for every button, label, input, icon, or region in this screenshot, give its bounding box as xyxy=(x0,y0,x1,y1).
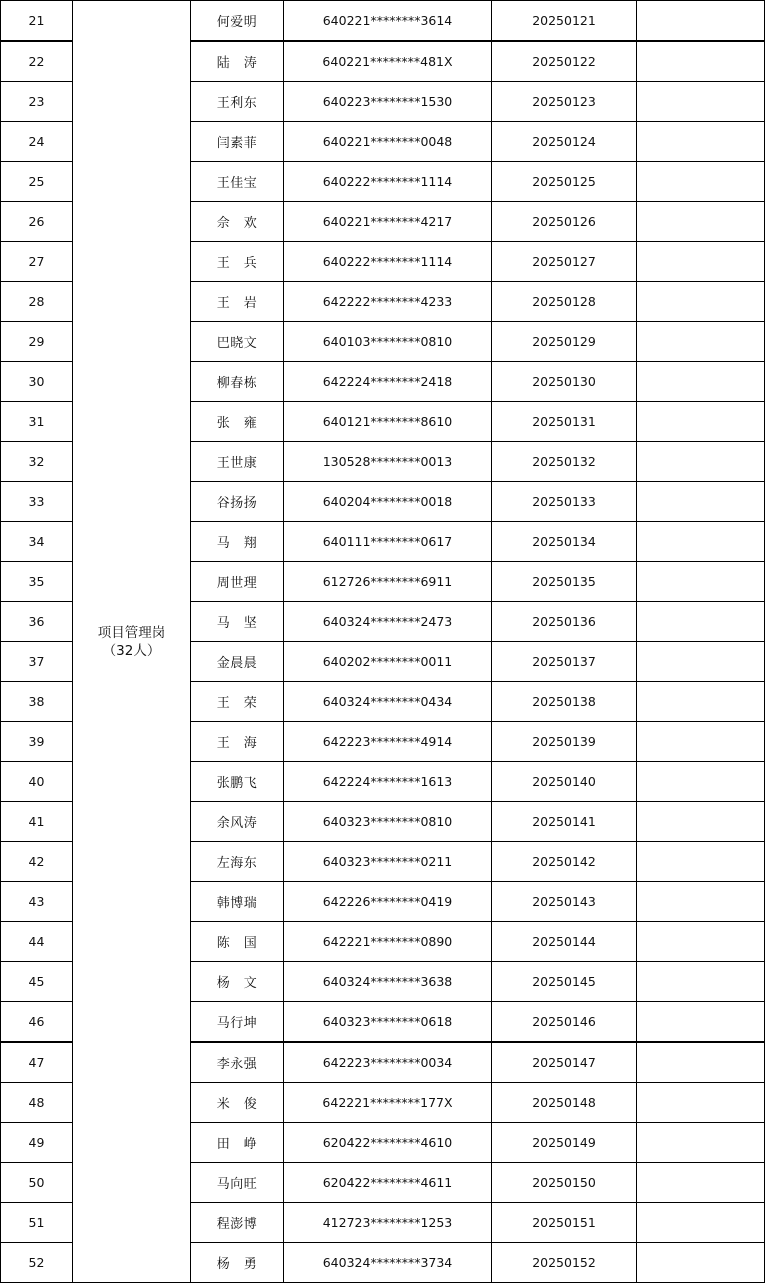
id-number-cell: 640222********1114 xyxy=(284,162,492,202)
exam-number-cell: 20250148 xyxy=(492,1083,637,1123)
id-number-cell: 640324********2473 xyxy=(284,602,492,642)
name-cell: 程澎博 xyxy=(191,1203,284,1243)
name-cell: 柳春栋 xyxy=(191,362,284,402)
name-cell: 马向旺 xyxy=(191,1163,284,1203)
id-number-cell: 640121********8610 xyxy=(284,402,492,442)
exam-number-cell: 20250139 xyxy=(492,722,637,762)
name-cell: 陈 国 xyxy=(191,922,284,962)
exam-number-cell: 20250144 xyxy=(492,922,637,962)
id-number-cell: 642221********177X xyxy=(284,1083,492,1123)
exam-number-cell: 20250152 xyxy=(492,1243,637,1283)
row-number-cell: 23 xyxy=(1,82,73,122)
row-number-cell: 43 xyxy=(1,882,73,922)
name-cell: 张 雍 xyxy=(191,402,284,442)
row-number-cell: 27 xyxy=(1,242,73,282)
name-cell: 马行坤 xyxy=(191,1002,284,1043)
exam-number-cell: 20250126 xyxy=(492,202,637,242)
id-number-cell: 642224********1613 xyxy=(284,762,492,802)
name-cell: 陆 涛 xyxy=(191,41,284,82)
exam-number-cell: 20250130 xyxy=(492,362,637,402)
position-cell xyxy=(73,1,191,1283)
row-number-cell: 40 xyxy=(1,762,73,802)
exam-number-cell: 20250134 xyxy=(492,522,637,562)
remark-cell xyxy=(637,442,765,482)
row-number-cell: 33 xyxy=(1,482,73,522)
id-number-cell: 642223********0034 xyxy=(284,1042,492,1083)
remark-cell xyxy=(637,762,765,802)
name-cell: 王 岩 xyxy=(191,282,284,322)
exam-number-cell: 20250149 xyxy=(492,1123,637,1163)
row-number-cell: 48 xyxy=(1,1083,73,1123)
exam-number-cell: 20250131 xyxy=(492,402,637,442)
name-cell: 周世理 xyxy=(191,562,284,602)
row-number-cell: 49 xyxy=(1,1123,73,1163)
id-number-cell: 640103********0810 xyxy=(284,322,492,362)
remark-cell xyxy=(637,1002,765,1043)
id-number-cell: 640324********0434 xyxy=(284,682,492,722)
row-number-cell: 26 xyxy=(1,202,73,242)
exam-number-cell: 20250137 xyxy=(492,642,637,682)
row-number-cell: 32 xyxy=(1,442,73,482)
id-number-cell: 640324********3734 xyxy=(284,1243,492,1283)
exam-number-cell: 20250121 xyxy=(492,1,637,42)
remark-cell xyxy=(637,122,765,162)
row-number-cell: 30 xyxy=(1,362,73,402)
remark-cell xyxy=(637,882,765,922)
id-number-cell: 640221********481X xyxy=(284,41,492,82)
name-cell: 何爱明 xyxy=(191,1,284,42)
remark-cell xyxy=(637,722,765,762)
table-body xyxy=(1,1,765,1283)
remark-cell xyxy=(637,482,765,522)
exam-number-cell: 20250147 xyxy=(492,1042,637,1083)
id-number-cell: 642224********2418 xyxy=(284,362,492,402)
remark-cell xyxy=(637,1243,765,1283)
exam-number-cell: 20250127 xyxy=(492,242,637,282)
remark-cell xyxy=(637,802,765,842)
remark-cell xyxy=(637,242,765,282)
row-number-cell: 21 xyxy=(1,1,73,42)
id-number-cell: 640323********0211 xyxy=(284,842,492,882)
remark-cell xyxy=(637,602,765,642)
remark-cell xyxy=(637,41,765,82)
name-cell: 余风涛 xyxy=(191,802,284,842)
table-row xyxy=(1,1,765,42)
remark-cell xyxy=(637,842,765,882)
id-number-cell: 620422********4610 xyxy=(284,1123,492,1163)
exam-number-cell: 20250143 xyxy=(492,882,637,922)
id-number-cell: 640221********4217 xyxy=(284,202,492,242)
name-cell: 杨 勇 xyxy=(191,1243,284,1283)
row-number-cell: 42 xyxy=(1,842,73,882)
id-number-cell: 640223********1530 xyxy=(284,82,492,122)
remark-cell xyxy=(637,1203,765,1243)
exam-number-cell: 20250123 xyxy=(492,82,637,122)
id-number-cell: 640111********0617 xyxy=(284,522,492,562)
remark-cell xyxy=(637,82,765,122)
remark-cell xyxy=(637,1083,765,1123)
id-number-cell: 642221********0890 xyxy=(284,922,492,962)
remark-cell xyxy=(637,962,765,1002)
exam-number-cell: 20250142 xyxy=(492,842,637,882)
remark-cell xyxy=(637,682,765,722)
exam-number-cell: 20250138 xyxy=(492,682,637,722)
row-number-cell: 24 xyxy=(1,122,73,162)
id-number-cell: 412723********1253 xyxy=(284,1203,492,1243)
exam-number-cell: 20250124 xyxy=(492,122,637,162)
exam-number-cell: 20250141 xyxy=(492,802,637,842)
id-number-cell: 642226********0419 xyxy=(284,882,492,922)
id-number-cell: 640324********3638 xyxy=(284,962,492,1002)
row-number-cell: 25 xyxy=(1,162,73,202)
row-number-cell: 36 xyxy=(1,602,73,642)
id-number-cell: 640323********0810 xyxy=(284,802,492,842)
exam-number-cell: 20250136 xyxy=(492,602,637,642)
row-number-cell: 44 xyxy=(1,922,73,962)
name-cell: 马 翔 xyxy=(191,522,284,562)
position-title: 项目管理岗 xyxy=(97,624,166,641)
remark-cell xyxy=(637,322,765,362)
name-cell: 左海东 xyxy=(191,842,284,882)
exam-number-cell: 20250122 xyxy=(492,41,637,82)
row-number-cell: 31 xyxy=(1,402,73,442)
exam-number-cell: 20250133 xyxy=(492,482,637,522)
id-number-cell: 640222********1114 xyxy=(284,242,492,282)
remark-cell xyxy=(637,282,765,322)
remark-cell xyxy=(637,922,765,962)
name-cell: 王 海 xyxy=(191,722,284,762)
id-number-cell: 640323********0618 xyxy=(284,1002,492,1043)
row-number-cell: 50 xyxy=(1,1163,73,1203)
remark-cell xyxy=(637,202,765,242)
id-number-cell: 642223********4914 xyxy=(284,722,492,762)
row-number-cell: 52 xyxy=(1,1243,73,1283)
remark-cell xyxy=(637,162,765,202)
name-cell: 王 荣 xyxy=(191,682,284,722)
id-number-cell: 130528********0013 xyxy=(284,442,492,482)
name-cell: 王佳宝 xyxy=(191,162,284,202)
row-number-cell: 46 xyxy=(1,1002,73,1043)
exam-number-cell: 20250128 xyxy=(492,282,637,322)
name-cell: 李永强 xyxy=(191,1042,284,1083)
row-number-cell: 38 xyxy=(1,682,73,722)
name-cell: 闫素菲 xyxy=(191,122,284,162)
id-number-cell: 620422********4611 xyxy=(284,1163,492,1203)
name-cell: 米 俊 xyxy=(191,1083,284,1123)
name-cell: 巴晓文 xyxy=(191,322,284,362)
row-number-cell: 47 xyxy=(1,1042,73,1083)
exam-number-cell: 20250151 xyxy=(492,1203,637,1243)
row-number-cell: 51 xyxy=(1,1203,73,1243)
row-number-cell: 28 xyxy=(1,282,73,322)
name-cell: 田 峥 xyxy=(191,1123,284,1163)
remark-cell xyxy=(637,1123,765,1163)
exam-number-cell: 20250132 xyxy=(492,442,637,482)
remark-cell xyxy=(637,1,765,42)
row-number-cell: 22 xyxy=(1,41,73,82)
name-cell: 谷扬扬 xyxy=(191,482,284,522)
remark-cell xyxy=(637,362,765,402)
name-cell: 王利东 xyxy=(191,82,284,122)
exam-number-cell: 20250135 xyxy=(492,562,637,602)
row-number-cell: 41 xyxy=(1,802,73,842)
remark-cell xyxy=(637,522,765,562)
id-number-cell: 612726********6911 xyxy=(284,562,492,602)
row-number-cell: 39 xyxy=(1,722,73,762)
name-cell: 佘 欢 xyxy=(191,202,284,242)
row-number-cell: 37 xyxy=(1,642,73,682)
position-count: （32人） xyxy=(102,642,161,659)
id-number-cell: 640221********0048 xyxy=(284,122,492,162)
remark-cell xyxy=(637,1163,765,1203)
name-cell: 马 坚 xyxy=(191,602,284,642)
id-number-cell: 640221********3614 xyxy=(284,1,492,42)
name-cell: 韩博瑞 xyxy=(191,882,284,922)
exam-number-cell: 20250125 xyxy=(492,162,637,202)
exam-number-cell: 20250150 xyxy=(492,1163,637,1203)
exam-number-cell: 20250145 xyxy=(492,962,637,1002)
name-cell: 张鹏飞 xyxy=(191,762,284,802)
remark-cell xyxy=(637,562,765,602)
name-cell: 杨 文 xyxy=(191,962,284,1002)
row-number-cell: 29 xyxy=(1,322,73,362)
remark-cell xyxy=(637,402,765,442)
exam-number-cell: 20250140 xyxy=(492,762,637,802)
remark-cell xyxy=(637,1042,765,1083)
row-number-cell: 35 xyxy=(1,562,73,602)
name-cell: 王世康 xyxy=(191,442,284,482)
name-cell: 金晨晨 xyxy=(191,642,284,682)
id-number-cell: 642222********4233 xyxy=(284,282,492,322)
exam-number-cell: 20250146 xyxy=(492,1002,637,1043)
id-number-cell: 640202********0011 xyxy=(284,642,492,682)
id-number-cell: 640204********0018 xyxy=(284,482,492,522)
exam-number-cell: 20250129 xyxy=(492,322,637,362)
row-number-cell: 34 xyxy=(1,522,73,562)
row-number-cell: 45 xyxy=(1,962,73,1002)
remark-cell xyxy=(637,642,765,682)
name-cell: 王 兵 xyxy=(191,242,284,282)
